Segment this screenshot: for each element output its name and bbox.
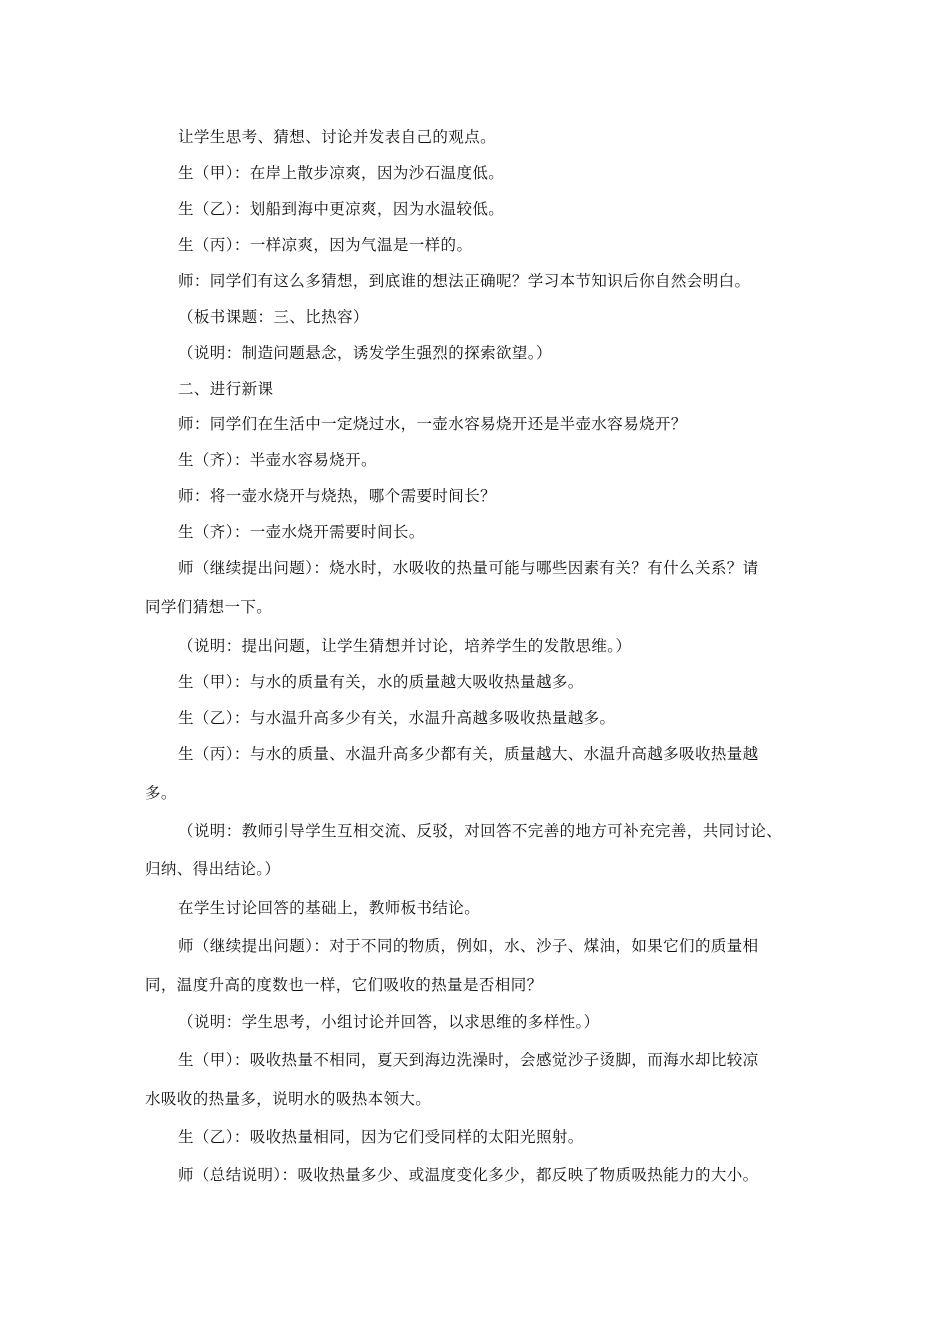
text-line: 同学们猜想一下。 xyxy=(145,598,273,616)
text-line: 师：同学们在生活中一定烧过水，一壶水容易烧开还是半壶水容易烧开？ xyxy=(178,415,687,433)
text-line: （说明：提出问题，让学生猜想并讨论，培养学生的发散思维。） xyxy=(178,637,632,655)
text-line: 生（甲）：吸收热量不相同，夏天到海边洗澡时，会感觉沙子烫脚，而海水却比较凉 xyxy=(178,1051,759,1069)
text-line: 同，温度升高的度数也一样，它们吸收的热量是否相同？ xyxy=(145,976,543,994)
text-line: 生（丙）：一样凉爽，因为气温是一样的。 xyxy=(178,236,473,254)
text-line: 多。 xyxy=(145,784,177,802)
text-line: 水吸收的热量多，说明水的吸热本领大。 xyxy=(145,1090,432,1108)
text-line: （说明：教师引导学生互相交流、反驳，对回答不完善的地方可补充完善，共同讨论、 xyxy=(178,822,783,840)
text-line: 生（甲）：在岸上散步凉爽，因为沙石温度低。 xyxy=(178,164,505,182)
text-line: （说明：学生思考，小组讨论并回答，以求思维的多样性。） xyxy=(178,1013,600,1031)
section-heading: 二、进行新课 xyxy=(178,380,274,398)
text-line: 归纳、得出结论。） xyxy=(145,860,281,878)
text-line: 生（乙）：划船到海中更凉爽，因为水温较低。 xyxy=(178,200,505,218)
text-line: 生（齐）：一壶水烧开需要时间长。 xyxy=(178,523,425,541)
text-line: 师：同学们有这么多猜想，到底谁的想法正确呢？学习本节知识后你自然会明白。 xyxy=(178,272,751,290)
text-line: 让学生思考、猜想、讨论并发表自己的观点。 xyxy=(178,128,497,146)
text-line: 师：将一壶水烧开与烧热，哪个需要时间长？ xyxy=(178,487,497,505)
text-line: 生（乙）：吸收热量相同，因为它们受同样的太阳光照射。 xyxy=(178,1128,584,1146)
text-line: 生（甲）：与水的质量有关，水的质量越大吸收热量越多。 xyxy=(178,673,584,691)
text-line: 师（继续提出问题）：对于不同的物质，例如，水、沙子、煤油，如果它们的质量相 xyxy=(178,937,759,955)
text-line: 生（乙）：与水温升高多少有关，水温升高越多吸收热量越多。 xyxy=(178,709,616,727)
text-line: （板书课题：三、比热容） xyxy=(178,308,369,326)
text-line: 师（继续提出问题）：烧水时，水吸收的热量可能与哪些因素有关？有什么关系？请 xyxy=(178,559,759,577)
text-line: 生（齐）：半壶水容易烧开。 xyxy=(178,451,377,469)
text-line: （说明：制造问题悬念，诱发学生强烈的探索欲望。） xyxy=(178,344,552,362)
text-line: 生（丙）：与水的质量、水温升高多少都有关，质量越大、水温升高越多吸收热量越 xyxy=(178,745,759,763)
text-line: 在学生讨论回答的基础上，教师板书结论。 xyxy=(178,899,481,917)
text-line: 师（总结说明）：吸收热量多少、或温度变化多少，都反映了物质吸热能力的大小。 xyxy=(178,1166,759,1184)
